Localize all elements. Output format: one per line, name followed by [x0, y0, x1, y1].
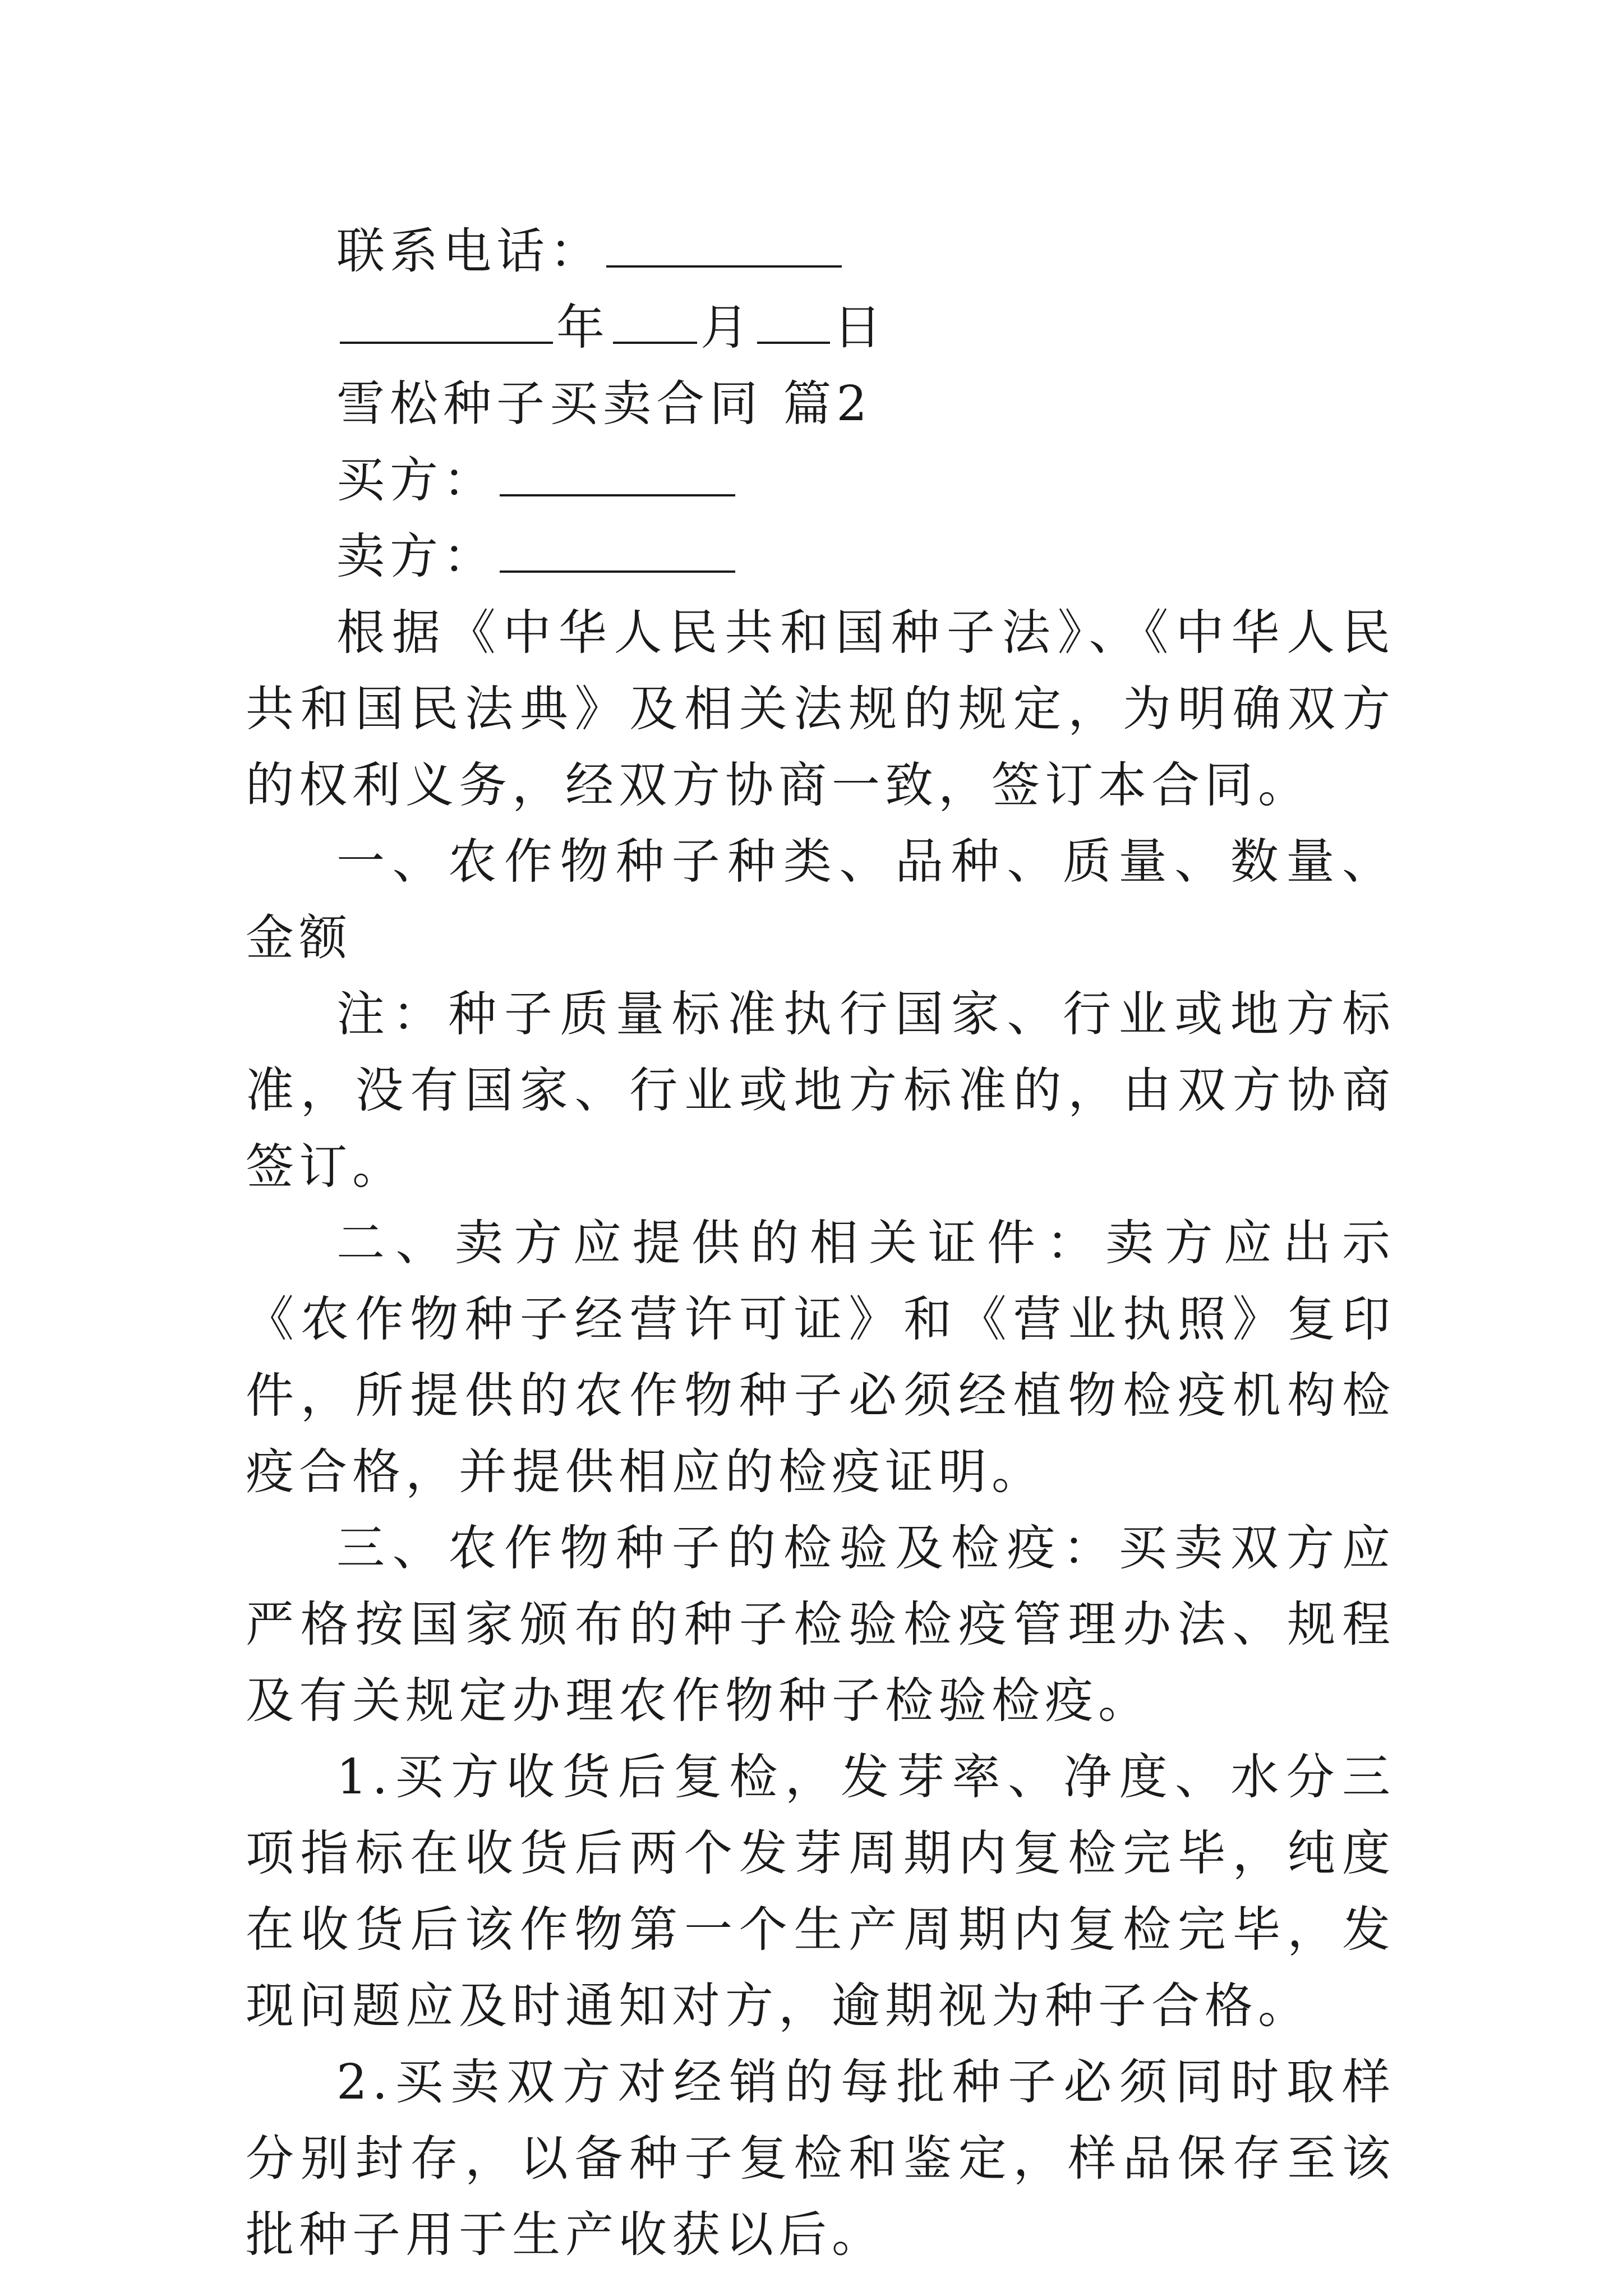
contact-phone-label: 联系电话：: [336, 223, 603, 279]
buyer-blank: [500, 455, 735, 496]
paragraph-clause-three: 三、农作物种子的检验及检疫：买卖双方应严格按国家颁布的种子检验检疫管理办法、规程及有关规定办理农作物种子检验检疫。: [246, 1520, 1395, 1729]
seller-label: 卖方：: [336, 528, 496, 585]
buyer-line: [246, 442, 1395, 518]
paragraph-clause-one: 一、农作物种子种类、品种、质量、数量、金额: [246, 834, 1395, 966]
month-blank: [613, 302, 697, 344]
day-blank: [757, 302, 830, 344]
paragraph-item-one: 1.买方收货后复检，发芽率、净度、水分三项指标在收货后两个发芽周期内复检完毕，纯度在收货后该作物第一个生产周期内复检完毕，发现问题应及时通知对方，逾期视为种子合格。: [246, 1749, 1395, 2034]
buyer-label: 买方：: [336, 452, 496, 508]
month-label: 月: [700, 300, 754, 356]
paragraph-legal-basis: 根据《中华人民共和国种子法》、《中华人民共和国民法典》及相关法规的规定，为明确双方的权利义务，经双方协商一致，签订本合同。: [246, 605, 1395, 813]
seller-blank: [500, 531, 735, 573]
paragraph-clause-two: 二、卖方应提供的相关证件：卖方应出示《农作物种子经营许可证》和《营业执照》复印件，所提供的农作物种子必须经植物检疫机构检疫合格，并提供相应的检疫证明。: [246, 1215, 1395, 1500]
year-label: 年: [556, 300, 610, 356]
section-title: 雪松种子买卖合同 篇2: [336, 376, 873, 432]
paragraph-item-two: 2.买卖双方对经销的每批种子必须同时取样分别封存，以备种子复检和鉴定，样品保存至该批种子用于生产收获以后。: [246, 2054, 1395, 2263]
paragraph-note: 注：种子质量标准执行国家、行业或地方标准，没有国家、行业或地方标准的，由双方协商签订。: [246, 986, 1395, 1195]
document-body: [246, 213, 1395, 2273]
year-blank: [340, 302, 553, 344]
contact-phone-blank: [606, 226, 842, 268]
date-line: [246, 289, 1395, 366]
seller-line: [246, 518, 1395, 595]
contact-phone-line: [246, 213, 1395, 289]
day-label: 日: [833, 300, 887, 356]
